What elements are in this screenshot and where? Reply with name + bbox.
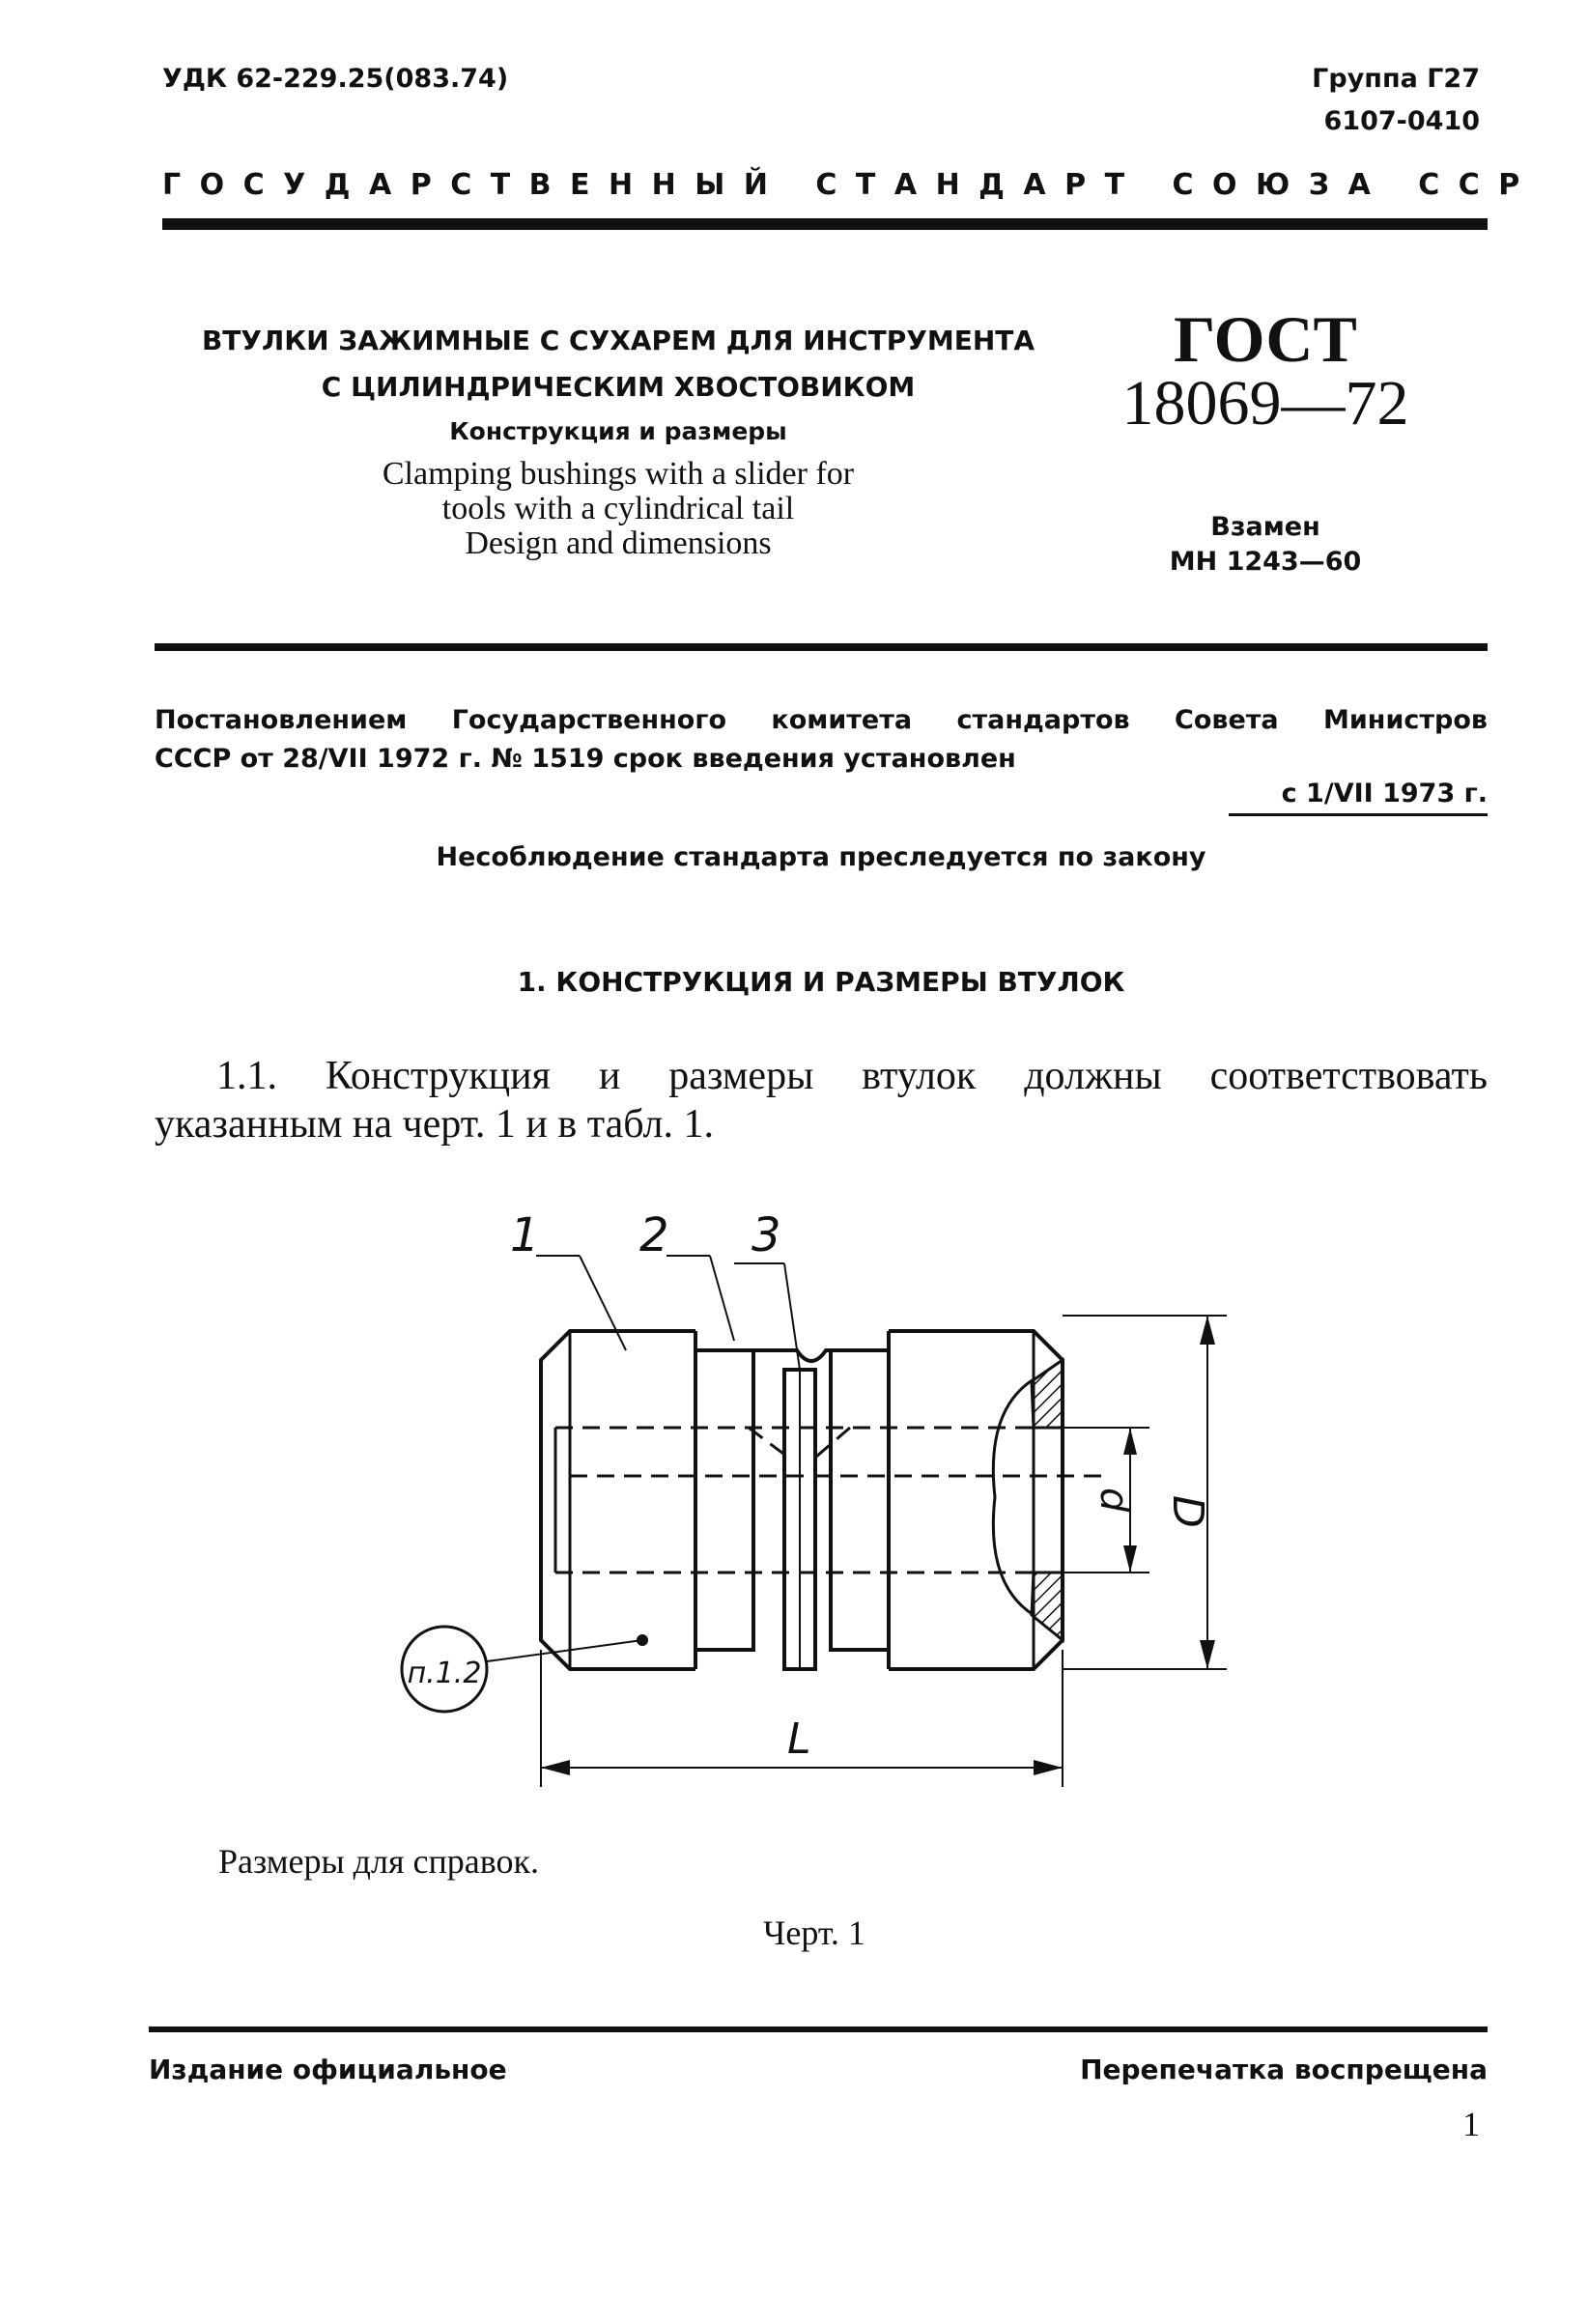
reprint-forbidden: Перепечатка воспрещена [1080, 2054, 1488, 2085]
state-standard-banner: ГОСУДАРСТВЕННЫЙ СТАНДАРТ СОЮЗА ССР [162, 168, 1539, 202]
title-ru-line1: ВТУЛКИ ЗАЖИМНЫЕ С СУХАРЕМ ДЛЯ ИНСТРУМЕНТА [201, 325, 1035, 356]
callout-3: 3 [751, 1208, 781, 1262]
footer-rule [149, 2026, 1488, 2032]
title-en-line2: tools with a cylindrical tail [441, 491, 795, 526]
callout-1: 1 [510, 1208, 540, 1262]
effective-date: с 1/VII 1973 г. [1281, 779, 1488, 808]
page-number: 1 [1462, 2105, 1480, 2143]
group-label: Группа Г27 [1312, 64, 1480, 94]
title-en-line1: Clamping bushings with a slider for [382, 456, 855, 492]
dim-L-label: L [787, 1715, 811, 1764]
decree-line2: СССР от 28/VII 1972 г. № 1519 срок введения установлен [155, 744, 1016, 774]
drawing-caption: Черт. 1 [763, 1913, 865, 1952]
title-ru-line2: С ЦИЛИНДРИЧЕСКИМ ХВОСТОВИКОМ [321, 371, 916, 403]
decree-line1: Постановлением Государственного комитета стандартов Совета Министров [155, 705, 1488, 735]
reference-note: Размеры для справок. [218, 1842, 539, 1881]
replaces-label: Взамен [1210, 512, 1320, 542]
ref-circle-label: п.1.2 [407, 1657, 482, 1690]
dim-d-label: d [1092, 1488, 1136, 1513]
classification-code: 6107-0410 [1323, 106, 1480, 136]
title-ru-subtitle: Конструкция и размеры [449, 417, 787, 445]
callout-2: 2 [639, 1208, 669, 1262]
law-warning: Несоблюдение стандарта преследуется по закону [436, 842, 1206, 872]
dim-D-label: D [1163, 1495, 1212, 1528]
paragraph-line1: 1.1. Конструкция и размеры втулок должны соответствовать [216, 1054, 1488, 1098]
title-en-line3: Design and dimensions [465, 525, 772, 561]
section-heading: 1. КОНСТРУКЦИЯ И РАЗМЕРЫ ВТУЛОК [517, 966, 1125, 998]
paragraph-line2: указанным на черт. 1 и в табл. 1. [155, 1102, 715, 1147]
official-edition: Издание официальное [149, 2054, 507, 2085]
udc-code: УДК 62-229.25(083.74) [162, 64, 509, 94]
replaces-value: МН 1243—60 [1169, 547, 1362, 577]
gost-number: 18069—72 [1121, 368, 1409, 439]
gost-label: ГОСТ [1174, 302, 1357, 376]
left-part-outline [541, 1331, 695, 1669]
